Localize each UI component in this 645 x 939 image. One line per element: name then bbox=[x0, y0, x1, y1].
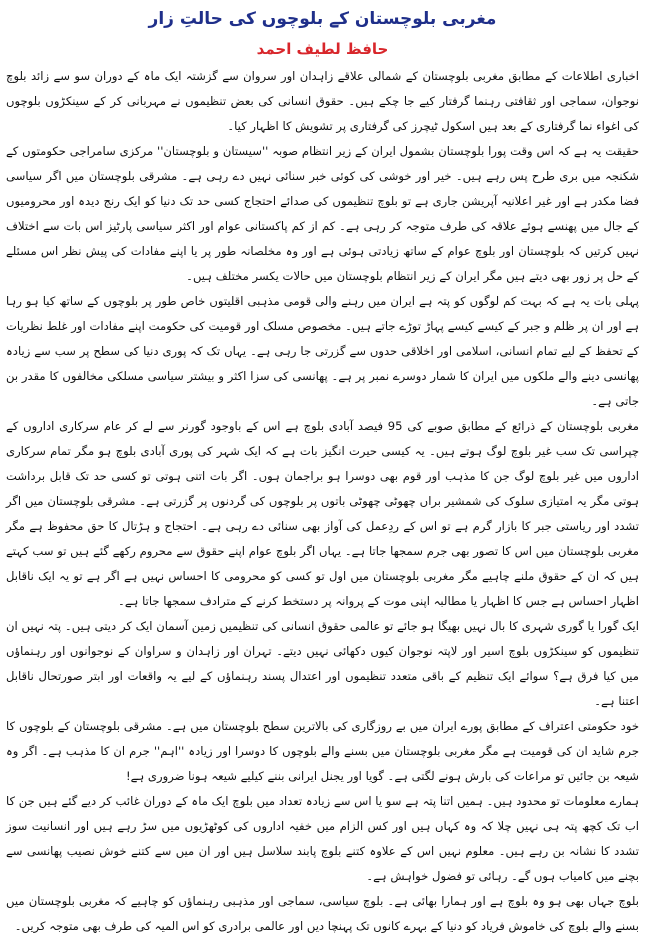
paragraph: خود حکومتی اعتراف کے مطابق پورے ایران میں بے روزگاری کی بالاترین سطح بلوچستان میں ہے۔ مشرقی بلوچستان کے بلوچوں کا جرم شاید ان کی قومیت ہے مگر مغربی بلوچستان میں بسنے والے بلوچوں کا دوسرا اور زیادہ ''اہم'' جرم ان کا مذہب ہے۔ اگر وہ شیعہ بن جائیں تو مراعات کی بارش ہونے لگتی ہے۔ گویا اور یجنل ایرانی بننے کیلیے شیعہ ہونا ضروری ہے! bbox=[6, 719, 639, 783]
paragraph: اخباری اطلاعات کے مطابق مغربی بلوچستان کے شمالی علاقے زاہدان اور سروان سے گزشتہ ایک ماہ کے دوران سو سے زائد بلوچ نوجوان، سماجی اور ثقافتی رہنما گرفتار کیے جا چکے ہیں۔ حقوق انسانی کی بعض تنظیموں نے مہربانی کر کے سینکڑوں بلوچوں کی اغواء نما گرفتاری کے بعد ہیں اسکول ٹیچرز کی گرفتاری پر تشویش کا اظہار کیا۔ bbox=[6, 69, 639, 133]
paragraph: ایک گورا یا گوری شہری کا بال نہیں بھیگا ہو جائے تو عالمی حقوق انسانی کی تنظیمیں زمین آسمان ایک کر دیتی ہیں۔ پتہ نہیں ان تنظیموں کو سینکڑوں بلوچ اسیر اور لاپتہ نوجوان کیوں دکھائی نہیں دیتے۔ تہران اور زاہدان و سراوان کے نوجوانوں اور رہنماؤں میں کیا فرق ہے؟ سوائے ایک تنظیم کے باقی متعدد تنظیموں اور اعتدال پسند رہنماؤں کے لیے یہ واقعات اور ابتر صورتحال ناقابل اعتنا ہے۔ bbox=[6, 619, 639, 708]
paragraph: پہلی بات یہ ہے کہ بہت کم لوگوں کو پتہ ہے ایران میں رہنے والی قومی مذہبی اقلیتوں خاص طور پر بلوچوں کے ساتھ کیا ہو رہا ہے اور ان پر ظلم و جبر کے کیسے کیسے پہاڑ توڑے جاتے ہیں۔ مخصوص مسلک اور قومیت کی حکومت اپنے مفادات اور غلط نظریات کے تحفظ کے لیے تمام انسانی، اسلامی اور اخلاقی حدوں سے گزرتی جا رہی ہے۔ یہاں تک کہ پوری دنیا کی سطح پر سب سے زیادہ پھانسی دینے والے ملکوں میں ایران کا شمار دوسرے نمبر پر ہے۔ پھانسی کی سزا اکثر و بیشتر سیاسی مسلکی مخالفوں کا مقدر بن جاتی ہے۔ bbox=[6, 294, 639, 408]
article-title: مغربی بلوچستان کے بلوچوں کی حالتِ زار bbox=[148, 9, 497, 29]
paragraph: حقیقت یہ ہے کہ اس وقت پورا بلوچستان بشمول ایران کے زیر انتظام صوبہ ''سیستان و بلوچستان'' مرکزی سامراجی حکومتوں کے شکنجہ میں بری طرح پس رہے ہیں۔ خیر اور خوشی کی کوئی خبر سنائی نہیں دے رہی ہے۔ مشرقی بلوچستان میں اگر سیاسی فضا مکدر ہے اور غیر اعلانیہ آپریشن جاری ہے تو بلوچ تنظیموں کی صدائے احتجاج کسی حد تک دنیا کو ایک رنج دیدہ اور محرومیوں کے جال میں پھنسے ہوئے علاقہ کی طرف متوجہ کر رہی ہے۔ کم از کم پاکستانی عوام اور اکثر سیاسی پارٹیز اس بات سے اختلاف نہیں کرتیں کہ بلوچستان اور بلوچ عوام کے ساتھ زیادتی ہوئی ہے اور وہ مخلصانہ طور پر یا اپنے مفادات کی پیش نظر اس مسئلے کے حل پر زور بھی دیتے ہیں مگر ایران کے زیر انتظام بلوچستان میں حالات یکسر مختلف ہیں۔ bbox=[6, 144, 639, 283]
paragraph: مغربی بلوچستان کے ذرائع کے مطابق صوبے کی 95 فیصد آبادی بلوچ ہے اس کے باوجود گورنر سے لے کر عام سرکاری اداروں کے چپراسی تک سب غیر بلوچ لوگ ہوتے ہیں۔ یہ کیسی حیرت انگیز بات ہے کہ ایک شہر کی پوری آبادی بلوچ ہو مگر تمام سرکاری اداروں میں غیر بلوچ لوگ جن کا مذہب اور قوم بھی دوسرا ہو براجمان ہوں۔ اگر بات اتنی ہوتی تو کسی حد تک قابل برداشت ہوتی مگر یہ امتیازی سلوک کی شمشیر براں چھوٹی چھوٹی باتوں پر بلوچوں کی گردنوں پر گزرتی ہے۔ مشرقی بلوچستان میں اگر تشدد اور ریاستی جبر کا بازار گرم ہے تو اس کے ردِعمل کی آواز بھی سنائی دے رہی ہے۔ احتجاج و ہڑتال کا حق محفوظ ہے مگر مغربی بلوچستان میں اس کا تصور بھی جرم سمجھا جاتا ہے۔ یہاں اگر بلوچ عوام اپنے حقوق سے محروم رکھے گئے ہیں تو سب کہتے ہیں کہ ان کے حقوق ملنے چاہیے مگر مغربی بلوچستان میں اول تو کسی کو محرومی کا احساس نہیں ہے اگر ہے تو یہ ایک ناقابل اظہار احساس ہے جس کا اظہار یا مطالبہ اپنی موت کے پروانہ پر دستخط کرنے کے مترادف سمجھا جاتا ہے۔ bbox=[6, 419, 639, 608]
article-author: حافظ لطیف احمد bbox=[256, 40, 389, 58]
paragraph: ہمارے معلومات تو محدود ہیں۔ ہمیں اتنا پتہ ہے سو یا اس سے زیادہ تعداد میں بلوچ ایک ماہ کے دوران غائب کر دیے گئے ہیں جن کا اب تک کچھ پتہ ہی نہیں چلا کہ وہ کہاں ہیں اور کس الزام میں خفیہ اداروں کی کوٹھڑیوں میں سڑ رہے ہیں اور انسانیت سوز تشدد کا نشانہ بن رہے ہیں۔ معلوم نہیں اس کے علاوہ کتنے بلوچ پابند سلاسل ہیں اور ان میں سے کتنے خوش نصیب پھانسی سے بچنے میں کامیاب ہوں گے۔ رہائی تو فضول خواہش ہے۔ bbox=[6, 794, 639, 883]
paragraph: بلوچ جہاں بھی ہو وہ بلوچ ہے اور ہمارا بھائی ہے۔ بلوچ سیاسی، سماجی اور مذہبی رہنماؤں کو چاہیے کہ مغربی بلوچستان میں بسنے والے بلوچ کی خاموش فریاد کو دنیا کے بہرے کانوں تک پہنچا دیں اور عالمی برادری کو اس المیہ کی طرف بھی متوجہ کریں۔ bbox=[6, 894, 639, 933]
